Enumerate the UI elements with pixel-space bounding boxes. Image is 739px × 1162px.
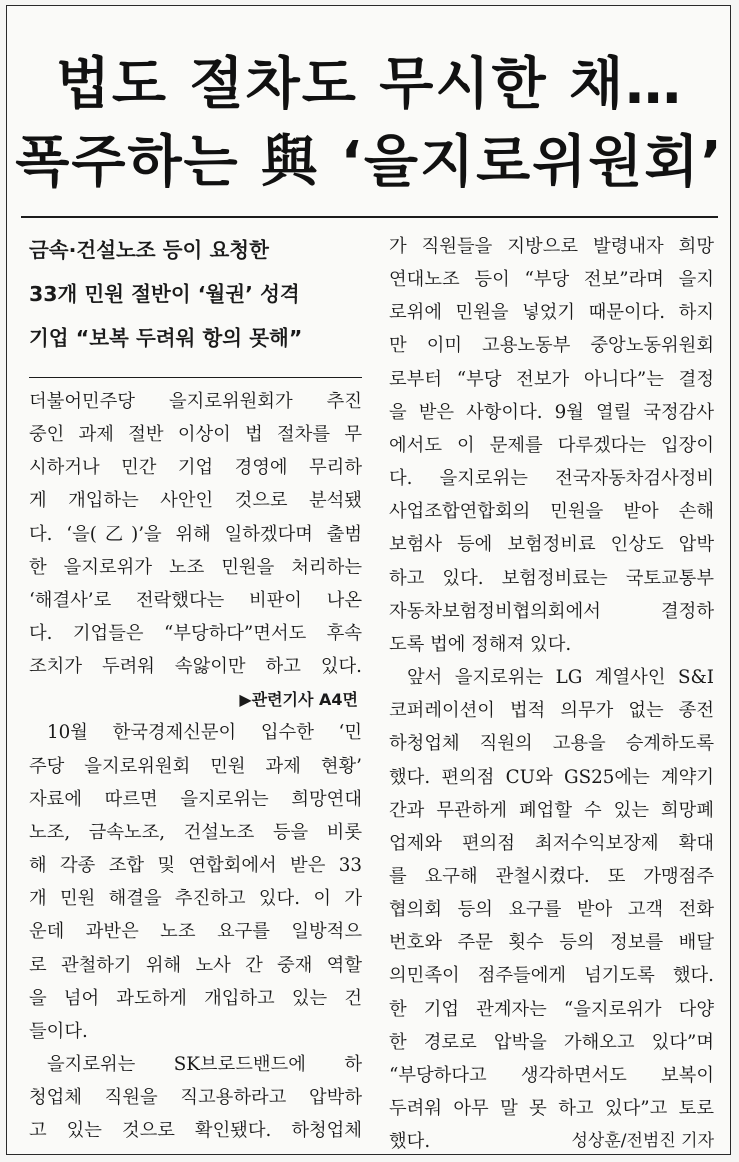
text-line: 개 민원 해결을 추진하고 있다. 이 가: [29, 888, 362, 910]
text-line: 하청업체 직원의 고용을 승계하도록: [389, 733, 714, 755]
text-line: 연대노조 등이 “부당 전보”라며 을지: [389, 269, 714, 291]
text-line: 앞서 을지로위는 LG 계열사인 S&I: [407, 667, 714, 689]
body-paragraph: [29, 716, 362, 1048]
text-line: 번호와 주문 횟수 등의 정보를 배달: [389, 932, 714, 954]
text-line: 의민족이 점주들에게 넘기도록 했다.: [389, 965, 714, 987]
headline-line-2: 폭주하는 與 ‘을지로위원회’: [15, 130, 724, 195]
text-line: 만 이미 고용노동부 중앙노동위원회: [389, 335, 714, 357]
body-paragraph: [389, 230, 714, 661]
text-line: 을 넘어 과도하게 개입하고 있는 건: [29, 987, 362, 1009]
final-line-with-byline: [389, 1125, 714, 1158]
text-line: 고 있는 것으로 확인됐다. 하청업체: [29, 1120, 362, 1142]
text-line: 사업조합연합회의 민원을 받아 손해: [389, 501, 714, 523]
text-line: 협의회 등의 요구를 받아 고객 전화: [389, 899, 714, 921]
text-line: 한 기업 관계자는 “을지로위가 다양: [389, 998, 714, 1020]
text-line: 간과 무관하게 폐업할 수 있는 희망폐: [389, 799, 714, 821]
text-line: 했다. 편의점 CU와 GS25에는 계약기: [389, 766, 714, 788]
subheadline-line: 33개 민원 절반이 ‘월권’ 성격: [29, 282, 300, 306]
text-line: 다. 기업들은 “부당하다”면서도 후속: [29, 623, 362, 645]
text-line: ‘해결사’로 전락했다는 비판이 나온: [29, 589, 362, 611]
subheadline-line: 금속·건설노조 등이 요청한: [29, 238, 269, 262]
text-line: 했다.: [389, 1131, 431, 1153]
text-line: 로부터 “부당 전보가 아니다”는 결정: [389, 368, 714, 390]
text-line: 자료에 따르면 을지로위는 희망연대: [29, 788, 362, 810]
text-line: 주당 을지로위원회 민원 과제 현황’: [29, 755, 362, 777]
subheadline-rule: [29, 377, 362, 378]
text-line: 다. ‘을(乙)’을 위해 일하겠다며 출범: [29, 523, 362, 545]
byline: 성상훈/전범진 기자: [571, 1131, 714, 1152]
text-line: 들이다.: [29, 1020, 88, 1042]
left-column: [29, 218, 362, 1147]
text-line: 해 각종 조합 및 연합회에서 받은 33: [29, 855, 362, 877]
subheadline-line: 기업 “보복 두려워 항의 못해”: [29, 326, 303, 350]
text-line: 로 관철하기 위해 노사 간 중재 역할: [29, 954, 362, 976]
text-line: 하고 있다. 보험정비료는 국토교통부: [389, 567, 714, 589]
text-line: 도록 법에 정해져 있다.: [389, 633, 572, 655]
text-line: 을지로위는 SK브로드밴드에 하: [47, 1053, 362, 1075]
text-line: 한 을지로위가 노조 민원을 처리하는: [29, 556, 362, 578]
text-line: 조치가 두려워 속앓이만 하고 있다.: [29, 656, 362, 678]
related-article-link[interactable]: ▶관련기사 A4면: [239, 690, 358, 710]
text-line: 를 요구해 관철시켰다. 또 가맹점주: [389, 865, 714, 887]
text-line: 두려워 아무 말 못 하고 있다”고 토로: [389, 1098, 714, 1120]
text-line: 10월 한국경제신문이 입수한 ‘민: [47, 722, 362, 744]
text-line: 보험사 등에 보험정비료 인상도 압박: [389, 534, 714, 556]
text-line: “부당하다고 생각하면서도 보복이: [389, 1064, 714, 1086]
text-line: 한 경로로 압박을 가해오고 있다”며: [389, 1031, 714, 1053]
text-line: 업제와 편의점 최저수익보장제 확대: [389, 832, 714, 854]
text-line: 더불어민주당 을지로위원회가 추진: [29, 391, 362, 412]
body-paragraph: [29, 385, 362, 683]
headline-line-1: 법도 절차도 무시한 채…: [55, 52, 684, 117]
body-paragraph: [389, 661, 714, 1158]
text-line: 을 받은 사항이다. 9월 열릴 국정감사: [389, 401, 714, 423]
text-line: 시하거나 민간 기업 경영에 무리하: [29, 457, 362, 479]
text-line: 운데 과반은 노조 요구를 일방적으: [29, 921, 362, 943]
subheadline-block: [29, 228, 362, 360]
right-column: [389, 218, 714, 1158]
text-line: 노조, 금속노조, 건설노조 등을 비롯: [29, 821, 362, 843]
text-line: 에서도 이 문제를 다루겠다는 입장이: [389, 434, 714, 456]
body-paragraph: [29, 1048, 362, 1147]
text-line: 코퍼레이션이 법적 의무가 없는 종전: [389, 700, 714, 722]
text-line: 가 직원들을 지방으로 발령내자 희망: [389, 236, 714, 257]
text-line: 중인 과제 절반 이상이 법 절차를 무: [29, 424, 362, 446]
text-line: 자동차보험정비협의회에서 결정하: [389, 600, 714, 622]
text-line: 로위에 민원을 넣었기 때문이다. 하지: [389, 302, 714, 324]
text-line: 청업체 직원을 직고용하라고 압박하: [29, 1087, 362, 1109]
text-line: 다. 을지로위는 전국자동차검사정비: [389, 468, 714, 490]
text-line: 게 개입하는 사안인 것으로 분석됐: [29, 490, 362, 512]
